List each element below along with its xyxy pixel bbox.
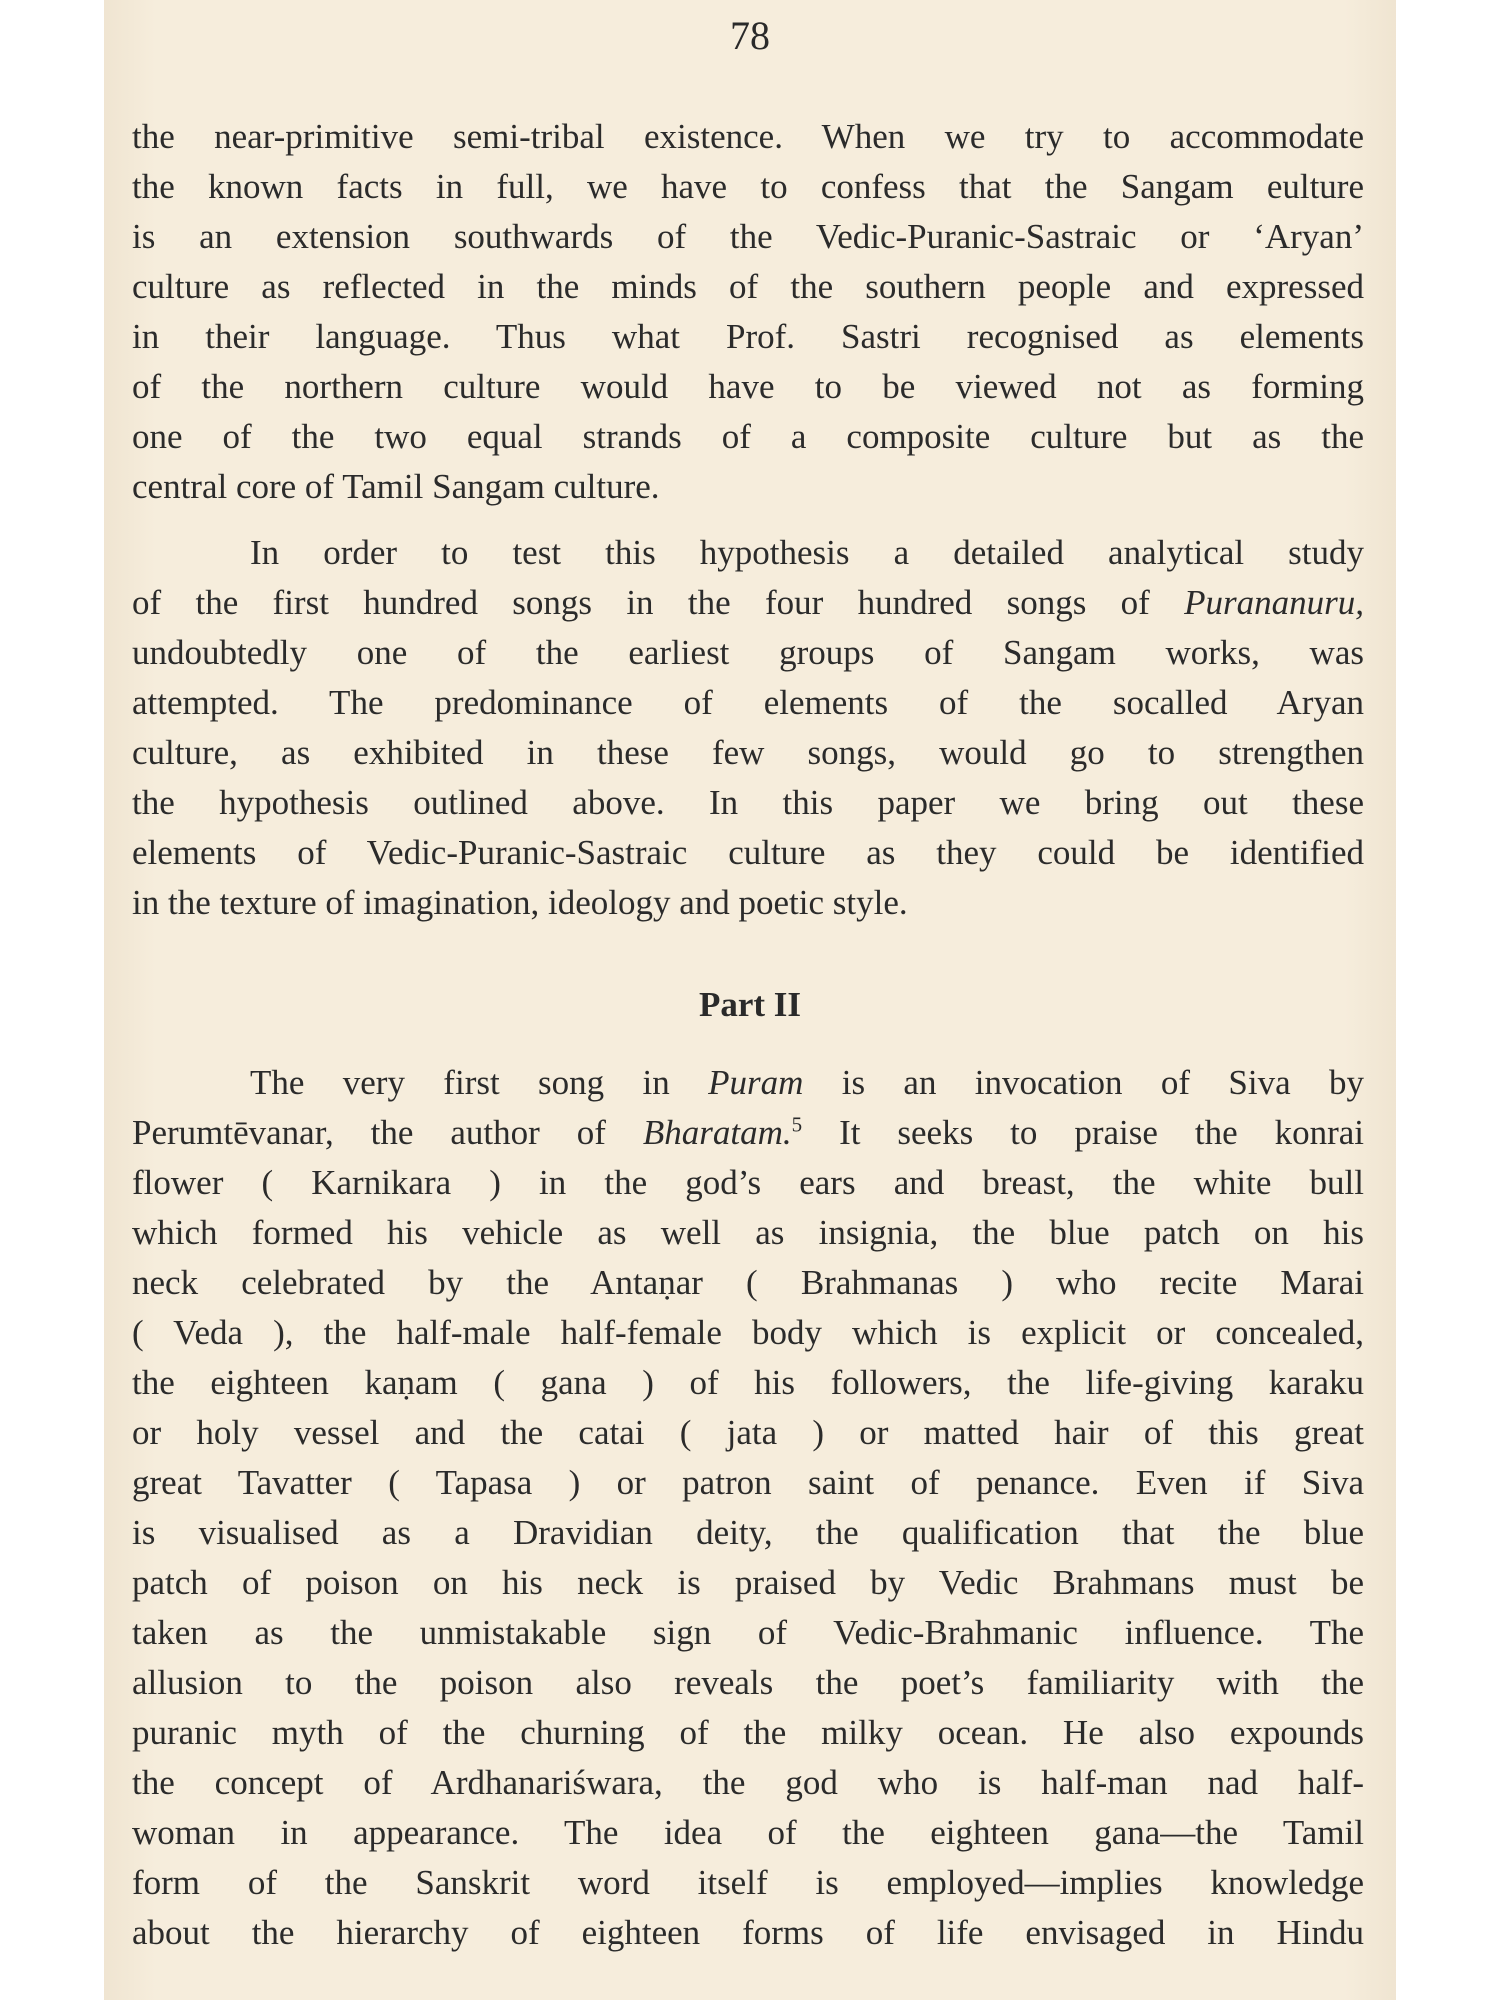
- text-line: neck celebrated by the Antaṇar ( Brahmanas ) who recite Marai: [132, 1263, 1364, 1302]
- text-line: which formed his vehicle as well as insignia, the blue patch on his: [132, 1213, 1364, 1252]
- book-page: [104, 0, 1396, 2000]
- text-line: [132, 1108, 1364, 1158]
- italic-title: Puram: [708, 1063, 804, 1102]
- text-line: culture as reflected in the minds of the southern people and expressed: [132, 267, 1364, 306]
- section-heading: Part II: [698, 985, 802, 1024]
- text-span: of the first hundred songs in the four hundred songs of: [132, 583, 1185, 622]
- paragraph-1: [132, 112, 1364, 512]
- text-line: [132, 578, 1364, 628]
- text-line: central core of Tamil Sangam culture.: [132, 467, 660, 506]
- text-line: elements of Vedic-Puranic-Sastraic culture as they could be identified: [132, 833, 1364, 872]
- text-line: [132, 1058, 1364, 1108]
- text-line: undoubtedly one of the earliest groups of Sangam works, was: [132, 633, 1364, 672]
- paragraph-3: [132, 1058, 1364, 1958]
- text-line: attempted. The predominance of elements of the socalled Aryan: [132, 683, 1364, 722]
- footnote-marker: 5: [791, 1112, 803, 1137]
- text-line: the hypothesis outlined above. In this paper we bring out these: [132, 783, 1364, 822]
- text-line: allusion to the poison also reveals the poet’s familiarity with the: [132, 1663, 1364, 1702]
- page-number: 78: [730, 13, 770, 58]
- text-line: great Tavatter ( Tapasa ) or patron saint of penance. Even if Siva: [132, 1463, 1364, 1502]
- text-line: taken as the unmistakable sign of Vedic-Brahmanic influence. The: [132, 1613, 1364, 1652]
- text-line: patch of poison on his neck is praised by Vedic Brahmans must be: [132, 1563, 1364, 1602]
- text-line: flower ( Karnikara ) in the god’s ears and breast, the white bull: [132, 1163, 1364, 1202]
- text-line: is an extension southwards of the Vedic-Puranic-Sastraic or ‘Aryan’: [132, 217, 1364, 256]
- text-line: ( Veda ), the half-male half-female body which is explicit or concealed,: [132, 1313, 1364, 1352]
- text-line: about the hierarchy of eighteen forms of life envisaged in Hindu: [132, 1913, 1364, 1952]
- text-line: the known facts in full, we have to confess that the Sangam eulture: [132, 167, 1364, 206]
- italic-title: Purananuru,: [1184, 583, 1364, 622]
- text-span: Perumtēvanar, the author of: [132, 1113, 643, 1152]
- text-line: puranic myth of the churning of the milky ocean. He also expounds: [132, 1713, 1364, 1752]
- text-line: is visualised as a Dravidian deity, the qualification that the blue: [132, 1513, 1364, 1552]
- text-line: woman in appearance. The idea of the eighteen gana—the Tamil: [132, 1813, 1364, 1852]
- text-line: culture, as exhibited in these few songs, would go to strengthen: [132, 733, 1364, 772]
- text-span: is an invocation of Siva by: [803, 1063, 1364, 1102]
- text-line: one of the two equal strands of a composite culture but as the: [132, 417, 1364, 456]
- text-line: the eighteen kaṇam ( gana ) of his followers, the life-giving karaku: [132, 1363, 1364, 1402]
- text-line: of the northern culture would have to be viewed not as forming: [132, 367, 1364, 406]
- text-line: or holy vessel and the catai ( jata ) or matted hair of this great: [132, 1413, 1364, 1452]
- text-line: the concept of Ardhanariśwara, the god who is half-man nad half-: [132, 1763, 1364, 1802]
- text-span: The very first song in: [250, 1063, 709, 1102]
- text-line: In order to test this hypothesis a detailed analytical study: [250, 533, 1364, 572]
- paragraph-2: [132, 528, 1364, 928]
- text-line: in the texture of imagination, ideology and poetic style.: [132, 883, 908, 922]
- text-line: the near-primitive semi-tribal existence. When we try to accommodate: [132, 117, 1364, 156]
- text-span: It seeks to praise the konrai: [802, 1113, 1364, 1152]
- text-line: in their language. Thus what Prof. Sastri recognised as elements: [132, 317, 1364, 356]
- italic-title: Bharatam.: [642, 1113, 792, 1152]
- text-line: form of the Sanskrit word itself is employed—implies knowledge: [132, 1863, 1364, 1902]
